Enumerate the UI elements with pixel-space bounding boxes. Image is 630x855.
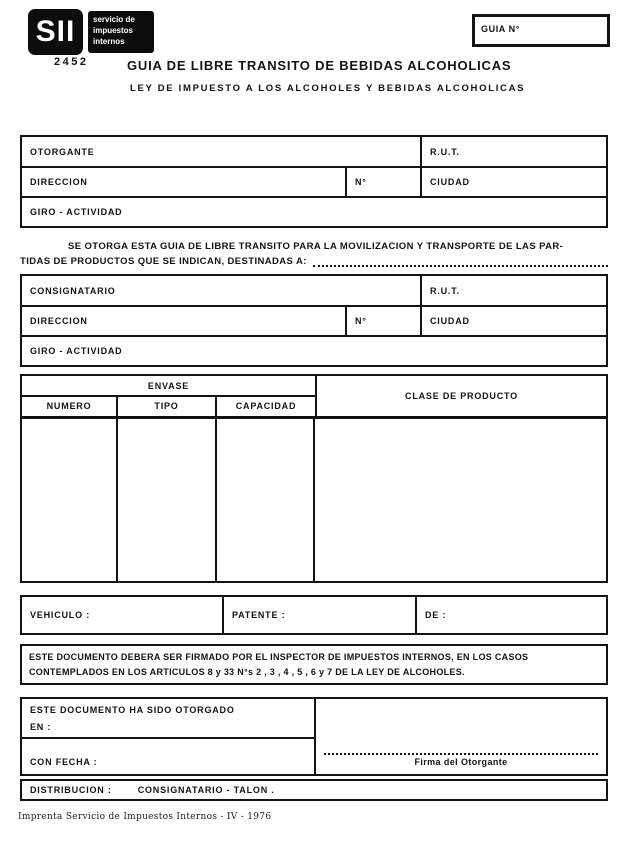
- direccion-label: DIRECCION: [30, 316, 88, 326]
- giro-label: GIRO - ACTIVIDAD: [30, 207, 123, 217]
- envase-header: ENVASE: [22, 376, 315, 397]
- intro-line-2: [20, 254, 608, 269]
- capacidad-column-header: CAPACIDAD: [235, 401, 297, 411]
- de-field: [417, 597, 606, 633]
- firma-box: [314, 697, 608, 776]
- otorgado-en-field: [22, 699, 314, 739]
- products-table-body: [22, 416, 606, 581]
- consignatario-numero-field: [347, 307, 422, 335]
- ciudad-label: CIUDAD: [430, 177, 470, 187]
- direccion-label: DIRECCION: [30, 177, 88, 187]
- products-table-header: [22, 376, 606, 416]
- intro-line-2-text: TIDAS DE PRODUCTOS QUE SE INDICAN, DESTINADAS A:: [20, 256, 307, 267]
- products-table: [20, 374, 608, 583]
- consignatario-ciudad-field: [422, 307, 606, 335]
- otorgante-table: [20, 135, 608, 228]
- vehiculo-field: [22, 597, 224, 633]
- capacidad-column-cell: [217, 419, 315, 581]
- numero-column-cell: [22, 419, 118, 581]
- consignatario-direccion-field: [22, 307, 347, 335]
- numero-label: N°: [355, 316, 367, 326]
- legal-note-line2: CONTEMPLADOS EN LOS ARTICULOS 8 y 33 N°s 2 , 3 , 4 , 5 , 6 y 7 DE LA LEY DE ALCOHOLES.: [29, 667, 465, 677]
- logo-name-line3: internos: [93, 36, 125, 46]
- otorgante-field: [22, 137, 422, 166]
- en-label: EN :: [30, 722, 52, 732]
- otorgante-numero-field: [347, 168, 422, 196]
- consignatario-label: CONSIGNATARIO: [30, 285, 116, 296]
- vehiculo-row: [20, 595, 608, 635]
- consignatario-field: [22, 276, 422, 305]
- rut-label: R.U.T.: [430, 146, 460, 157]
- clase-producto-header: CLASE DE PRODUCTO: [405, 391, 518, 401]
- otorgante-ciudad-field: [422, 168, 606, 196]
- consignatario-table: [20, 274, 608, 367]
- intro-line-1: SE OTORGA ESTA GUIA DE LIBRE TRANSITO PARA LA MOVILIZACION Y TRANSPORTE DE LAS PAR-: [68, 241, 564, 252]
- patente-field: [224, 597, 417, 633]
- otorgante-rut-field: [422, 137, 606, 166]
- numero-label: N°: [355, 177, 367, 187]
- otorgante-giro-field: [22, 198, 606, 226]
- otorgado-box: [20, 697, 316, 776]
- guia-number-box: [472, 14, 610, 47]
- otorgado-fecha-field: [22, 739, 314, 774]
- otorgado-title: ESTE DOCUMENTO HA SIDO OTORGADO: [30, 705, 235, 715]
- distribucion-box: [20, 779, 608, 801]
- logo-name-line1: servicio de: [93, 15, 135, 24]
- logo-name-line2: impuestos: [93, 25, 134, 35]
- intro-text: [20, 239, 608, 269]
- clase-producto-cell: [315, 419, 606, 581]
- form-number: 2452: [54, 56, 89, 68]
- fecha-label: CON FECHA :: [30, 757, 98, 767]
- de-label: DE :: [425, 610, 447, 620]
- distribucion-label: DISTRIBUCION :: [30, 785, 112, 795]
- vehiculo-label: VEHICULO :: [30, 610, 91, 620]
- consignatario-rut-field: [422, 276, 606, 305]
- patente-label: PATENTE :: [232, 610, 286, 620]
- destinatario-dotted-line: [313, 265, 608, 267]
- sii-logo: [28, 9, 154, 55]
- form-title: GUIA DE LIBRE TRANSITO DE BEBIDAS ALCOHOLICAS: [127, 58, 512, 73]
- sii-logo-name: [88, 11, 154, 53]
- legal-note: [20, 644, 608, 685]
- distribucion-value: CONSIGNATARIO - TALON .: [137, 785, 275, 795]
- footer-imprint: Imprenta Servicio de Impuestos Internos - IV - 1976: [18, 812, 272, 822]
- ciudad-label: CIUDAD: [430, 316, 470, 326]
- giro-label: GIRO - ACTIVIDAD: [30, 346, 123, 356]
- tipo-column-cell: [118, 419, 217, 581]
- otorgante-direccion-field: [22, 168, 347, 196]
- firma-dotted-line: [324, 753, 598, 755]
- guia-number-label: GUIA N°: [481, 24, 520, 34]
- firma-label: Firma del Otorgante: [414, 757, 508, 767]
- legal-note-line1: ESTE DOCUMENTO DEBERA SER FIRMADO POR EL INSPECTOR DE IMPUESTOS INTERNOS, EN LOS CASOS: [29, 652, 529, 662]
- consignatario-giro-field: [22, 337, 606, 365]
- rut-label: R.U.T.: [430, 285, 460, 296]
- numero-column-header: NUMERO: [22, 397, 118, 416]
- tipo-column-header: TIPO: [118, 397, 217, 416]
- otorgante-label: OTORGANTE: [30, 146, 95, 157]
- sii-logo-acronym: SII: [28, 9, 83, 55]
- form-subtitle: LEY DE IMPUESTO A LOS ALCOHOLES Y BEBIDAS ALCOHOLICAS: [130, 83, 526, 94]
